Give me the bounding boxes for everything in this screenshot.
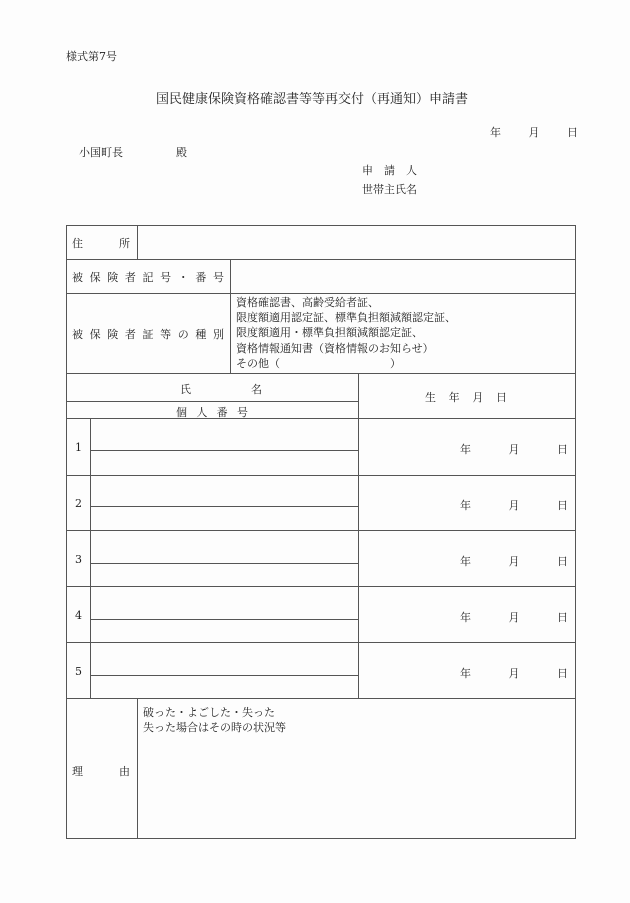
label-char: 月 [508, 555, 520, 568]
row-divider [66, 698, 576, 699]
row-number: 1 [75, 441, 82, 454]
householder-name-label: 世帯主氏名 [362, 183, 417, 196]
birthdate-field[interactable] [460, 609, 568, 625]
card-type-label [72, 326, 224, 342]
label-char: 証 [142, 328, 154, 341]
label-char: 日 [557, 667, 568, 680]
row-divider [66, 293, 576, 294]
reason-options[interactable]: 破った・よごした・失った [143, 706, 275, 719]
label-char: 年 [460, 667, 471, 680]
label-char: 日 [557, 443, 568, 456]
date-year: 年 [490, 126, 501, 139]
label-char: 被 [72, 271, 83, 284]
row-number: 4 [75, 609, 82, 622]
col-divider [358, 373, 359, 698]
label-char: 名 [251, 383, 262, 396]
label-char: 個 [176, 406, 187, 419]
label-char: 年 [460, 555, 471, 568]
card-type-option[interactable]: 資格確認書、高齢受給者証、 [236, 296, 379, 309]
table-border [575, 225, 576, 839]
label-char: 険 [107, 271, 119, 284]
label-char: 月 [508, 667, 520, 680]
table-border [66, 225, 67, 839]
name-input[interactable] [91, 643, 358, 675]
label-char: 月 [508, 611, 520, 624]
label-char: 等 [160, 328, 172, 341]
label-char: 年 [460, 499, 471, 512]
label-char: 年 [448, 391, 460, 404]
label-char: の [177, 328, 189, 341]
personal-number-input[interactable] [91, 451, 358, 475]
personal-number-input[interactable] [91, 564, 358, 586]
personal-number-input[interactable] [91, 676, 358, 698]
name-header [180, 381, 262, 397]
label-char: 所 [119, 237, 130, 250]
label-char: 月 [508, 499, 520, 512]
name-input[interactable] [91, 476, 358, 506]
personal-number-input[interactable] [91, 507, 358, 530]
label-char: 号 [160, 271, 172, 284]
label-char: 番 [216, 406, 228, 419]
reason-description [143, 705, 286, 735]
label-char: 者 [124, 271, 136, 284]
label-char: 険 [107, 328, 119, 341]
label-char: 日 [557, 611, 568, 624]
label-char: 日 [557, 499, 568, 512]
card-type-option[interactable]: 資格情報通知書（資格情報のお知らせ） [236, 341, 434, 355]
label-char: 保 [89, 328, 101, 341]
personal-number-input[interactable] [91, 620, 358, 642]
name-input[interactable] [91, 531, 358, 563]
card-type-options [236, 295, 456, 371]
row-divider [66, 373, 576, 374]
label-char: 月 [472, 391, 484, 404]
label-char: 氏 [180, 383, 191, 396]
label-char: 住 [72, 237, 83, 250]
addressee: 小国町長 [79, 146, 123, 159]
honorific: 殿 [176, 146, 187, 159]
label-char: 人 [196, 406, 208, 419]
reason-input[interactable] [138, 738, 575, 838]
label-char: 年 [460, 443, 471, 456]
address-input[interactable] [138, 226, 575, 259]
label-char: 日 [495, 391, 507, 404]
card-type-option[interactable]: 限度額適用認定証、標準負担額減額認定証、 [236, 311, 456, 325]
date-month: 月 [528, 126, 540, 139]
name-input[interactable] [91, 419, 358, 450]
card-type-option[interactable]: 限度額適用・標準負担額減額認定証、 [236, 326, 423, 340]
label-char: ・ [177, 271, 189, 284]
personal-number-header [176, 404, 248, 420]
label-char: 号 [213, 271, 224, 284]
address-label [72, 235, 130, 251]
label-char: 者 [124, 328, 136, 341]
birthdate-field[interactable] [460, 553, 568, 569]
row-divider [66, 401, 358, 402]
label-char: 生 [425, 391, 436, 404]
form-number: 様式第7号 [66, 50, 117, 63]
birthdate-field[interactable] [460, 497, 568, 513]
householder-name-input[interactable] [425, 178, 575, 196]
card-type-option-other[interactable]: その他（ ） [236, 356, 401, 370]
label-char: 被 [72, 328, 83, 341]
birthdate-field[interactable] [460, 441, 568, 457]
label-char: 番 [195, 271, 207, 284]
label-char: 由 [119, 765, 130, 778]
row-number: 2 [75, 497, 82, 510]
label-char: 種 [195, 328, 207, 341]
label-char: 理 [72, 765, 83, 778]
reason-instructions: 失った場合はその時の状況等 [143, 721, 286, 734]
label-char: 記 [142, 271, 154, 284]
label-char: 別 [213, 328, 224, 341]
birthdate-field[interactable] [460, 665, 568, 681]
page-title: 国民健康保険資格確認書等等再交付（再通知）申請書 [156, 92, 469, 107]
date-day: 日 [567, 126, 578, 139]
table-border [66, 838, 576, 839]
row-number: 5 [75, 665, 82, 678]
label-char: 月 [508, 443, 520, 456]
date-field[interactable] [490, 124, 578, 140]
label-char: 日 [557, 555, 568, 568]
birthdate-header [425, 389, 507, 405]
name-input[interactable] [91, 587, 358, 619]
row-number: 3 [75, 553, 82, 566]
insured-number-input[interactable] [231, 260, 575, 293]
reason-label [72, 763, 130, 779]
label-char: 号 [236, 406, 248, 419]
label-char: 年 [460, 611, 471, 624]
label-char: 保 [89, 271, 101, 284]
insured-number-label [72, 269, 224, 285]
applicant-label: 申 請 人 [362, 164, 417, 177]
